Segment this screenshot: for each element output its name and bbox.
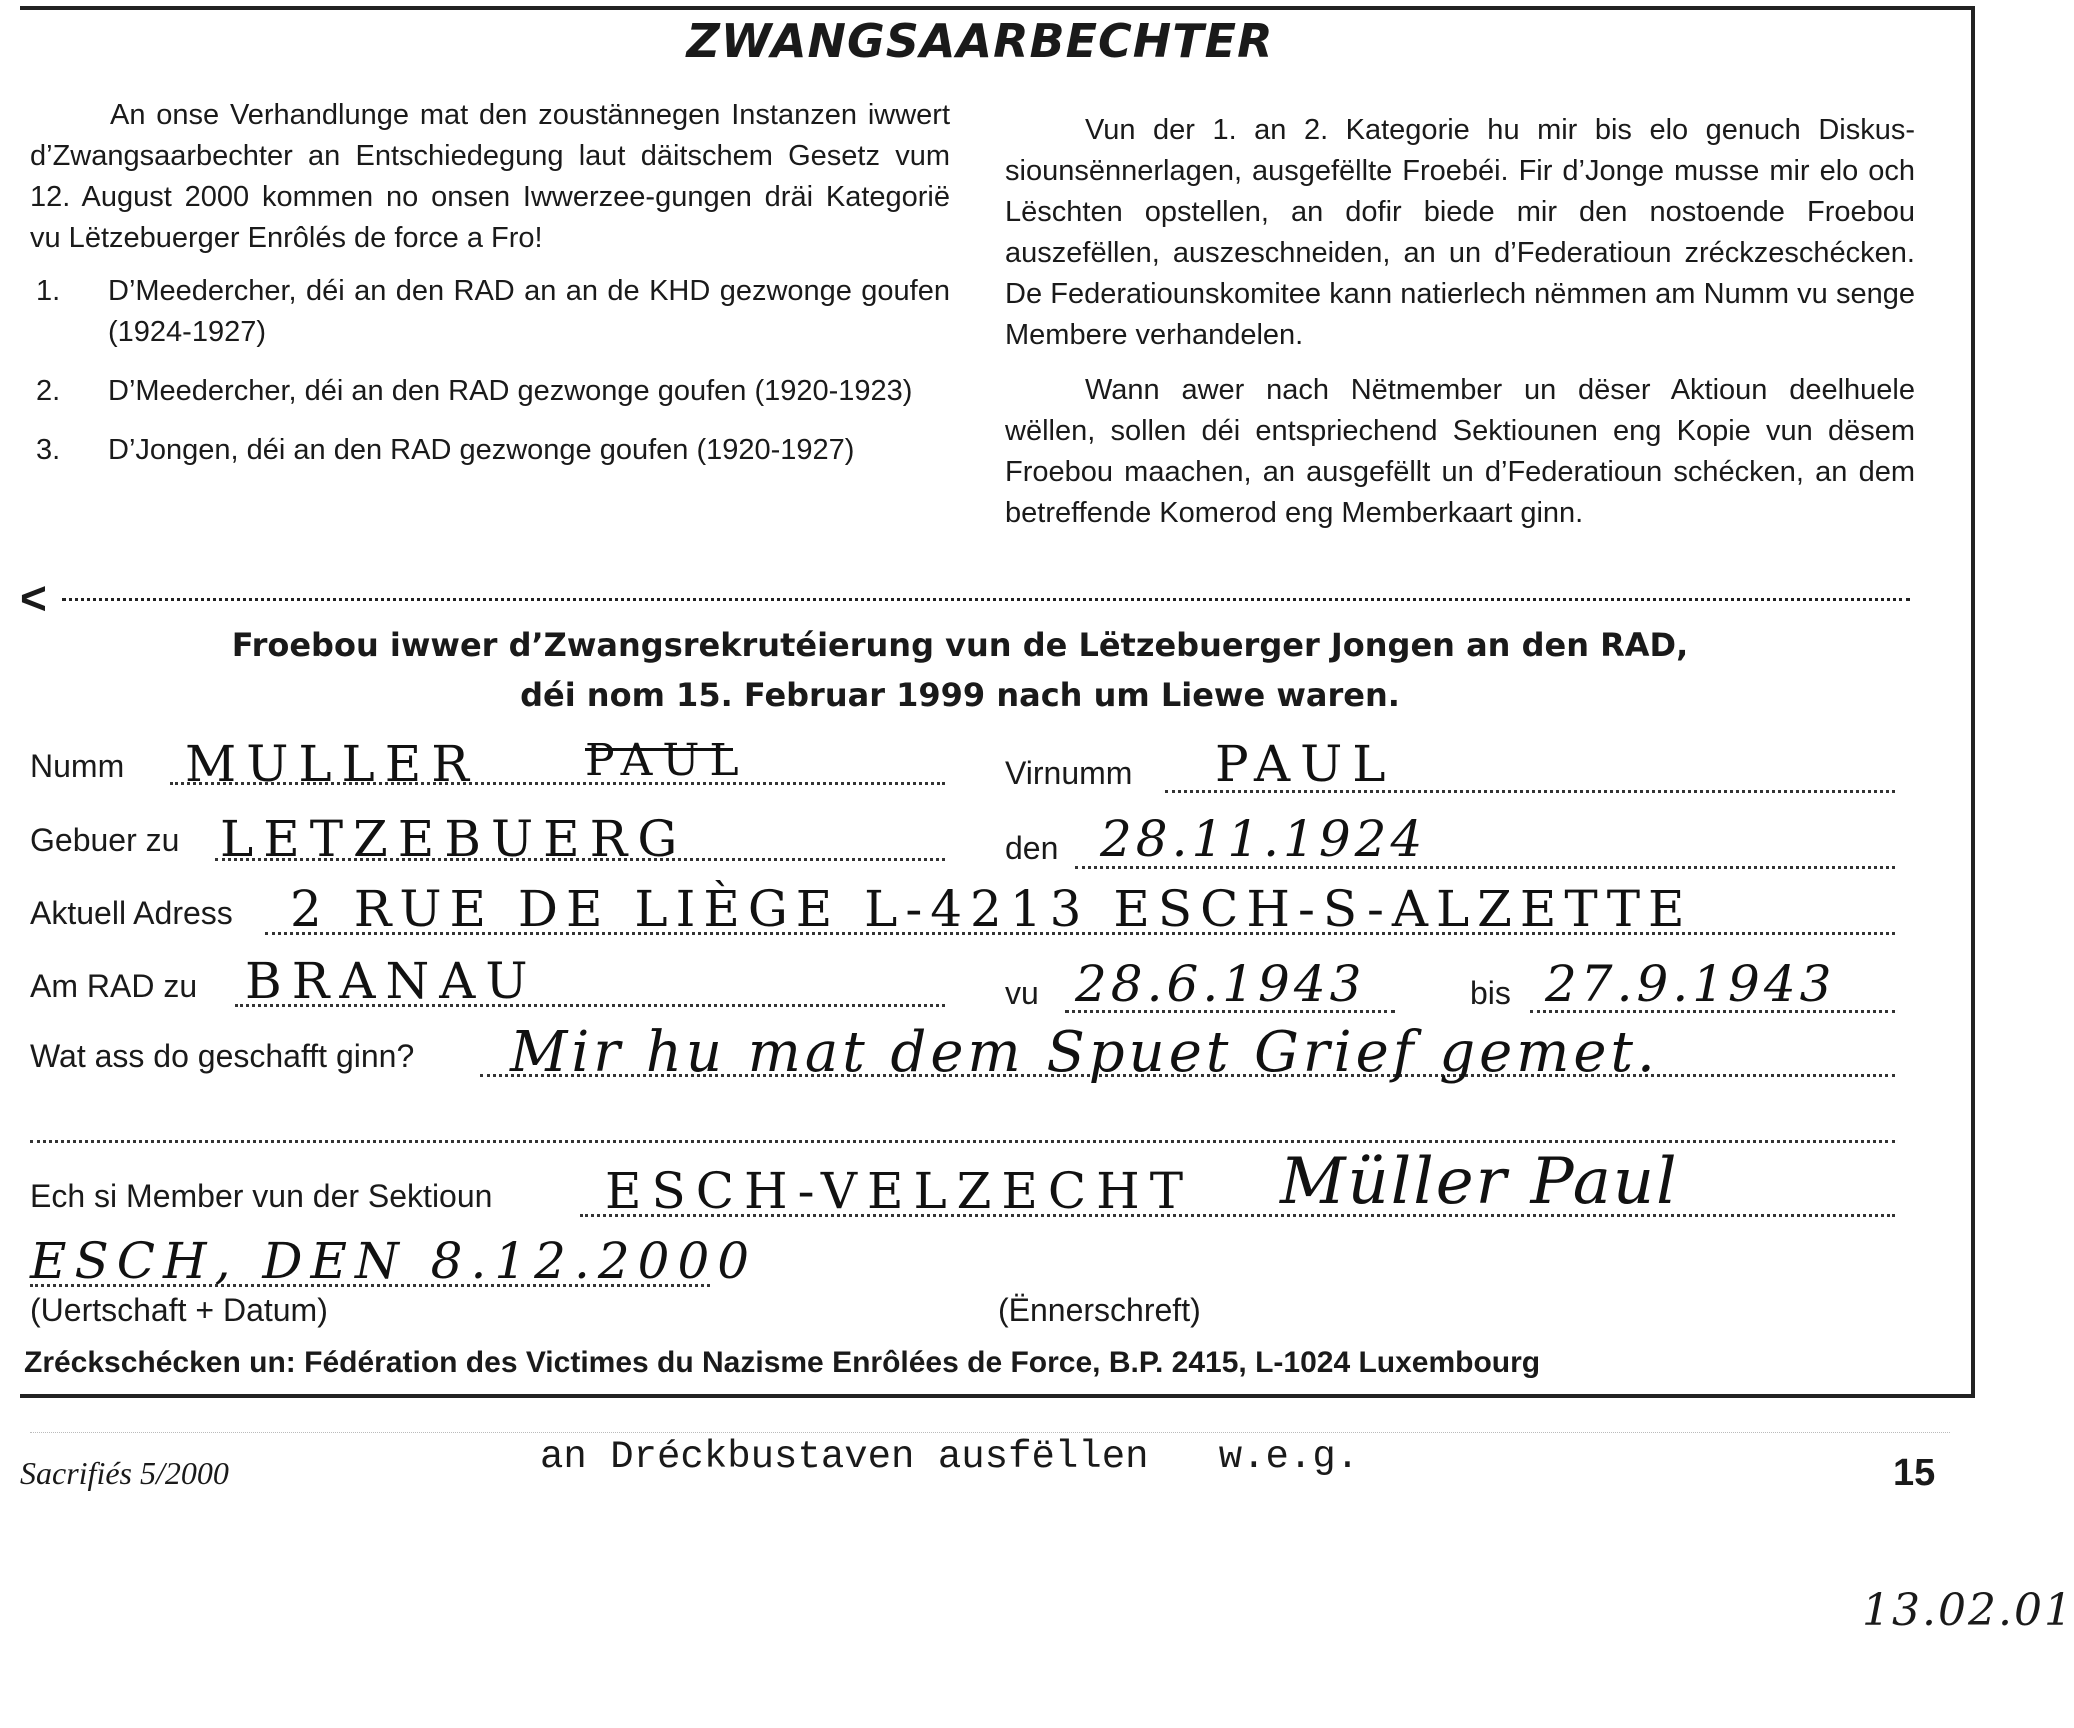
name-struck-text: PAUL [585,735,749,786]
form-heading-line-1: Froebou iwwer d’Zwangsrekrutéierung vun de Lëtzebuerger Jongen an den RAD, [231,626,1689,664]
to-date-label: bis [1470,975,1511,1011]
work-field-line-2 [30,1140,1895,1143]
frame-right-border [1971,6,1975,1398]
rad-location-field[interactable]: BRANAU [245,952,538,1010]
frame-bottom-border [20,1394,1975,1398]
page-number: 15 [1893,1452,1936,1494]
rad-location-label: Am RAD zu [30,968,198,1004]
from-date-label: vu [1005,975,1039,1011]
publication-name: Sacrifiés 5/2000 [20,1455,229,1491]
place-date-field-line [30,1284,710,1287]
birthdate-field[interactable]: 28.11.1924 [1100,810,1427,868]
address-field[interactable]: 2 RUE DE LIÈGE L-4213 ESCH-S-ALZETTE [290,880,1693,938]
typed-note: an Dréckbustaven ausfëllen w.e.g. [540,1435,1360,1479]
form-heading [100,620,1820,720]
signature-label: (Ënnerschreft) [998,1292,1201,1328]
firstname-label: Virnumm [1005,755,1133,791]
address-label: Aktuell Adress [30,895,233,931]
place-date-label: (Uertschaft + Datum) [30,1292,328,1328]
strike-through-mark [585,748,733,751]
right-paragraph-2: Wann awer nach Nëtmember un dëser Aktioun deelhuele wëllen, sollen déi entspriechend Sektiounen eng Kopie vun dësem Froebou maachen, an ausgefëllt un d’Federatioun schécken, an dem betreffende Komerod eng Memberkaart ginn. [1005,374,1915,529]
handwritten-date: 13.02.01 [1862,1585,2074,1636]
frame-top-border [20,6,1975,10]
page-title: ZWANGSAARBECHTER [686,14,1274,68]
birthplace-field[interactable]: LETZEBUERG [220,810,688,868]
form-heading-line-2: déi nom 15. Februar 1999 nach um Liewe waren. [520,676,1400,714]
list-item-number: 3. [36,434,61,466]
birthplace-label: Gebuer zu [30,822,180,858]
work-field[interactable]: Mir hu mat dem Spuet Grief gemet. [510,1020,1659,1085]
to-date-field[interactable]: 27.9.1943 [1545,955,1836,1013]
list-item-text: D’Meedercher, déi an den RAD an an de KHD gezwonge goufen (1924-1927) [108,275,950,348]
list-item [30,430,950,471]
bottom-divider [30,1432,1950,1433]
list-item-number: 2. [36,375,61,407]
list-item-number: 1. [36,275,61,307]
from-date-field[interactable]: 28.6.1943 [1075,955,1366,1013]
place-date-field[interactable]: ESCH, DEN 8.12.2000 [30,1232,758,1290]
name-label: Numm [30,748,125,784]
category-list [30,271,950,471]
cut-dotted-line [62,598,1910,601]
list-item-text: D’Meedercher, déi an den RAD gezwonge goufen (1920-1923) [108,375,913,407]
firstname-field[interactable]: PAUL [1215,735,1396,793]
birthdate-label: den [1005,830,1059,866]
left-column [30,95,950,489]
section-field[interactable]: ESCH-VELZECHT [605,1162,1194,1220]
signature-field[interactable]: Müller Paul [1280,1145,1679,1219]
list-item [30,371,950,412]
scissors-arrow-icon: < [20,572,47,624]
list-item [30,271,950,353]
return-address: Zréckschécken un: Fédération des Victimes du Nazisme Enrôlées de Force, B.P. 2415, L-1024 Luxembourg [24,1346,1541,1379]
right-paragraph-1: Vun der 1. an 2. Kategorie hu mir bis elo genuch Diskus-siounsënnerlagen, ausgefëllte Froebéi. Fir d’Jonge musse mir elo och Lëschten opstellen, an dofir biede mir den nostoende Froebou auszefëllen, auszeschneiden, an un d’Federatioun zréckzeschécken. De Federatiounskomitee kann natierlech nëmmen am Numm vu senge Membere verhandelen. [1005,114,1915,351]
work-label: Wat ass do geschafft ginn? [30,1038,415,1074]
list-item-text: D’Jongen, déi an den RAD gezwonge goufen (1920-1927) [108,434,855,466]
right-column [1005,110,1915,534]
section-label: Ech si Member vun der Sektioun [30,1178,493,1214]
name-field[interactable]: MULLER [185,735,479,793]
intro-paragraph: An onse Verhandlunge mat den zoustännegen Instanzen iwwert d’Zwangsaarbechter an Entschiedegung laut däitschem Gesetz vum 12. August 2000 kommen no onsen Iwwerzee-gungen dräi Kategorië vu Lëtzebuerger Enrôlés de force a Fro! [30,99,950,254]
